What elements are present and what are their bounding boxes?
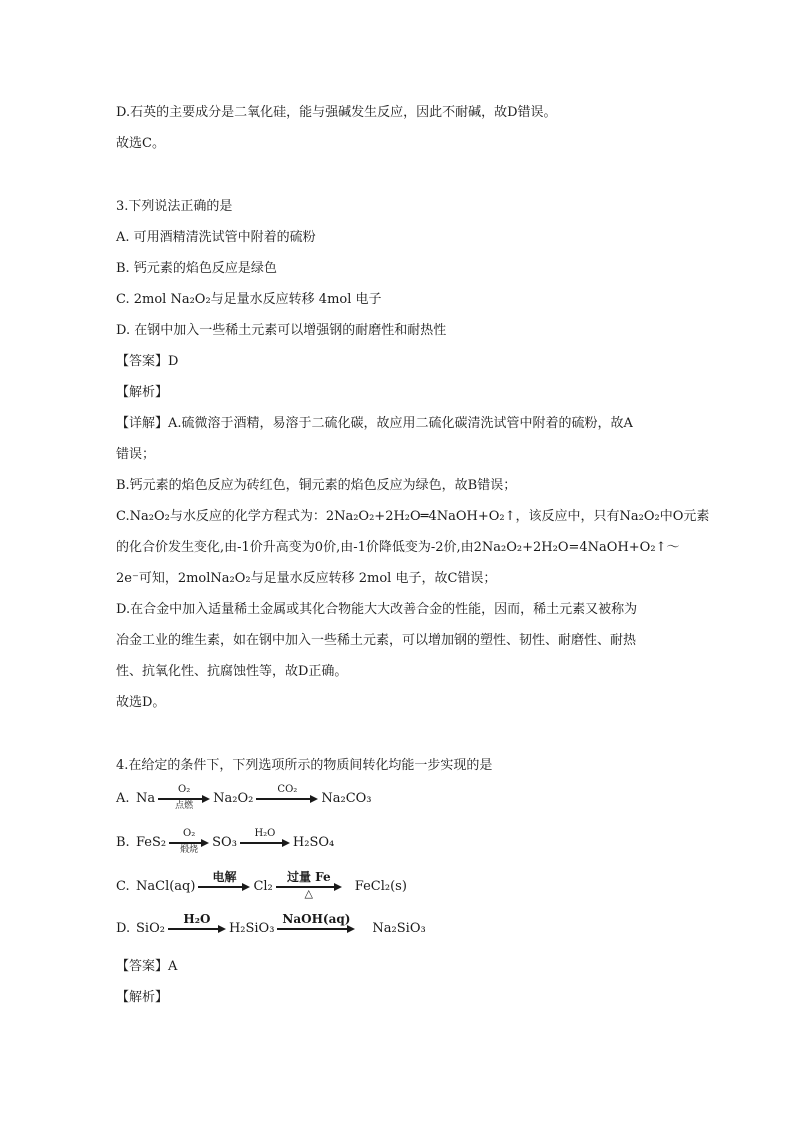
q3-answer: 【答案】D [116,354,179,369]
reaction-arrow [240,826,290,860]
end-species: FeCl₂(s) [354,879,407,894]
q3-detail-line-1: 【详解】A.硫微溶于酒精，易溶于二硫化碳，故应用二硫化碳清洗试管中附着的硫粉，故A [116,416,633,431]
arrow-top-reagent: O₂ [183,828,196,839]
q4-stem: 4.在给定的条件下，下列选项所示的物质间转化均能一步实现的是 [116,758,493,773]
middle-species: SO₃ [212,835,237,850]
middle-species: Cl₂ [253,879,273,894]
q3-detail-line-3: B.钙元素的焰色反应为砖红色，铜元素的焰色反应为绿色，故B错误； [116,478,517,493]
reaction-arrow [256,782,318,816]
q3-option-b: B. 钙元素的焰色反应是绿色 [116,261,277,276]
arrow-top-reagent: H₂O [183,912,211,926]
end-species: Na₂SiO₃ [372,921,426,936]
arrow-top-reagent: 电解 [212,870,237,884]
end-species: Na₂CO₃ [321,791,372,806]
reaction-arrow [158,782,210,816]
reaction-arrow [169,826,209,860]
q4-option-c [116,870,407,904]
prev-option-d-explanation: D.石英的主要成分是二氧化硅，能与强碱发生反应，因此不耐碱，故D错误。 [116,105,557,120]
start-species: SiO₂ [136,921,165,936]
arrow-top-reagent: O₂ [178,784,191,795]
arrow-bottom-condition: 煅烧 [180,845,199,855]
q3-detail-line-5: 的化合价发生变化,由-1价升高变为0价,由-1价降低变为-2价,由2Na₂O₂+2H₂O=4NaOH+O₂↑～ [116,540,680,555]
q3-detail-line-2: 错误； [116,447,156,462]
q3-detail-line-4: C.Na₂O₂与水反应的化学方程式为：2Na₂O₂+2H₂O═4NaOH+O₂↑，该反应中，只有Na₂O₂中O元素 [116,509,710,524]
q3-conclusion: 故选D。 [116,695,166,710]
arrow-top-reagent: H₂O [254,828,276,839]
option-label: D. [116,921,131,936]
arrow-top-reagent: CO₂ [277,784,298,795]
prev-conclusion: 故选C。 [116,136,165,151]
q4-answer: 【答案】A [116,959,178,974]
q3-detail-line-9: 性、抗氧化性、抗腐蚀性等，故D正确。 [116,664,348,679]
start-species: NaCl(aq) [136,879,196,894]
q3-detail-line-6: 2e⁻可知，2molNa₂O₂与足量水反应转移 2mol 电子，故C错误； [116,571,497,586]
arrow-bottom-condition: △ [304,887,314,900]
q4-option-a [116,782,372,816]
option-label: B. [116,835,130,850]
q3-stem: 3.下列说法正确的是 [116,199,233,214]
end-species: H₂SO₄ [292,835,335,850]
q4-analysis-heading: 【解析】 [116,990,169,1005]
middle-species: H₂SiO₃ [228,921,275,936]
q3-detail-line-7: D.在合金中加入适量稀土金属或其化合物能大大改善合金的性能，因而，稀土元素又被称为 [116,602,638,617]
option-label: A. [116,791,130,806]
start-species: Na [136,791,156,806]
reaction-arrow [276,870,342,904]
q3-option-a: A. 可用酒精清洗试管中附着的硫粉 [116,230,316,245]
option-label: C. [116,879,130,894]
arrow-top-reagent: NaOH(aq) [282,912,351,926]
q4-option-d [116,912,426,946]
arrow-bottom-condition: 点燃 [175,801,194,811]
reaction-arrow [198,870,250,904]
q3-option-c: C. 2mol Na₂O₂与足量水反应转移 4mol 电子 [116,292,382,307]
q3-option-d: D. 在钢中加入一些稀土元素可以增强钢的耐磨性和耐热性 [116,323,447,338]
arrow-top-reagent: 过量 Fe [286,870,331,884]
middle-species: Na₂O₂ [213,791,254,806]
start-species: FeS₂ [136,835,167,850]
q3-detail-line-8: 冶金工业的维生素，如在钢中加入一些稀土元素，可以增加钢的塑性、韧性、耐磨性、耐热 [116,633,637,648]
reaction-arrow [168,912,226,946]
q3-analysis-heading: 【解析】 [116,385,169,400]
q4-option-b [116,826,334,860]
reaction-arrow [277,912,355,946]
